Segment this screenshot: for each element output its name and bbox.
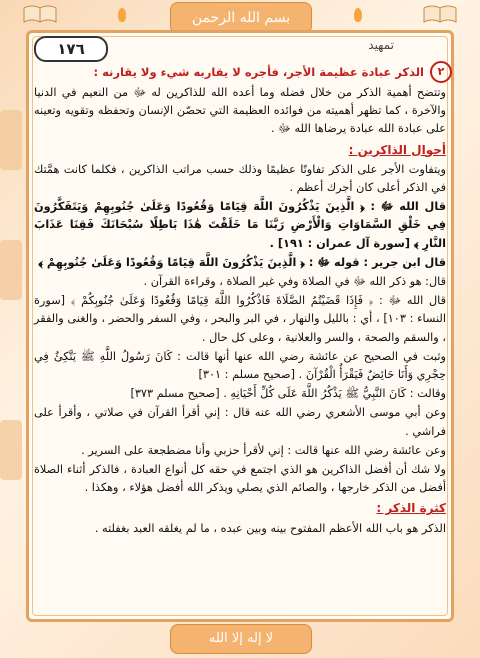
quran-quote: قال ابن جرير : قوله ﷻ : ﴿ الَّذِينَ يَذْكُرُونَ اللَّهَ قِيَامًا وَقُعُودًا وَعَلَىٰ جُنُوبِهِمْ ﴾ bbox=[38, 255, 446, 269]
open-book-icon bbox=[422, 4, 458, 24]
point-heading-text: الذكر عبادة عظيمة الأجر، فأجره لا يقاربه شيء ولا يقارنه : bbox=[93, 65, 424, 79]
point-number: ٢ bbox=[430, 61, 452, 83]
quran-quote: قال الله ﷻ : ﴿ الَّذِينَ يَذْكُرُونَ اللَّهَ قِيَامًا وَقُعُودًا وَعَلَىٰ جُنُوبِهِمْ وَيَتَفَكَّرُونَ فِي خَلْقِ السَّمَاوَاتِ وَالْأَرْضِ رَبَّنَا مَا خَلَقْتَ هَٰذَا بَاطِلًا سُبْحَانَكَ فَقِنَا عَذَابَ النَّارِ ﴾ [سورة آل عمران : ١٩١] . bbox=[34, 200, 446, 250]
candle-icon bbox=[118, 8, 126, 22]
basmala-banner: بسم الله الرحمن bbox=[170, 2, 312, 34]
paragraph: الذكر هو باب الله الأعظم المفتوح بينه وبين عبده ، ما لم يغلقه العبد بغفلته . bbox=[94, 521, 446, 535]
section-heading: أحوال الذاكرين : bbox=[348, 142, 446, 157]
left-ornament bbox=[0, 110, 22, 170]
paragraph: ولا شك أن أفضل الذاكرين هو الذي اجتمع في حقه كل أنواع العبادة ، فالذكر أثناء الصلاة أفضل من الذكر خارجها ، والصائم الذي يصلي ويذكر الله أفضل هؤلاء ، وهكذا . bbox=[34, 463, 446, 495]
paragraph: ويتفاوت الأجر على الذكر تفاوتًا عظيمًا وذلك حسب مراتب الذاكرين ، فكلما كانت همَّتك في الذكر أعلى كان أجرك أعظم . bbox=[34, 162, 446, 195]
paragraph: وعن عائشة رضي الله عنها قالت : إني لأقرأ حزبي وأنا مضطجعة على السرير . bbox=[81, 443, 446, 457]
hadith: وقالت : كَانَ النَّبِيُّ ﷺ يَذْكُرُ اللَّهَ عَلَى كُلِّ أَحْيَانِهِ . [صحيح مسلم ٣٧٣] bbox=[130, 387, 446, 401]
open-book-icon bbox=[22, 4, 58, 24]
point-heading bbox=[28, 62, 452, 82]
section-heading: كثرة الذكر : bbox=[376, 501, 446, 516]
paragraph: وعن أبي موسى الأشعري رضي الله عنه قال : إني أقرأ القرآن في صلاتي ، وأقرأ على فراشي . bbox=[34, 406, 446, 438]
main-text bbox=[34, 84, 446, 539]
shahada-banner: لا إله إلا الله bbox=[170, 624, 312, 654]
hadith: وثبت في الصحيح عن عائشة رضي الله عنها أنها قالت : كَانَ رَسُولُ اللَّهِ ﷺ يَتَّكِئُ فِي حِجْرِي وَأَنَا حَائِضٌ فَيَقْرَأُ الْقُرْآنَ . [صحيح مسلم : ٣٠١] bbox=[34, 349, 446, 382]
left-ornament bbox=[0, 420, 22, 480]
page-number: ١٧٦ bbox=[34, 36, 108, 62]
paragraph: قال الله ﷻ : ﴿ فَإِذَا قَضَيْتُمُ الصَّلَاةَ فَاذْكُرُوا اللَّهَ قِيَامًا وَقُعُودًا وَعَلَىٰ جُنُوبِكُمْ ﴾ [سورة النساء : ١٠٣] ، أي : بالليل والنهار ، في البر والبحر ، وفي السفر والحضر ، والغنى والفقر ، والسقم والصحة ، والسر والعلانية ، وعلى كل حال . bbox=[34, 294, 446, 344]
paragraph: قال: هو ذكر الله ﷻ في الصلاة وفي غير الصلاة ، وقراءة القرآن . bbox=[143, 275, 446, 289]
chapter-title: تمهيد bbox=[368, 38, 394, 52]
paragraph: وتتضح أهمية الذكر من خلال فضله وما أعده الله للذاكرين له ﷻ من النعيم في الدنيا والآخرة ، كما تظهر أهميته من فوائده العظيمة التي تحصّن الإنسان وتحفظه وتقويه وتعينه على عبادة الله عبادة يرضاها الله ﷻ . bbox=[34, 86, 446, 136]
candle-icon bbox=[354, 8, 362, 22]
left-ornament bbox=[0, 240, 22, 300]
